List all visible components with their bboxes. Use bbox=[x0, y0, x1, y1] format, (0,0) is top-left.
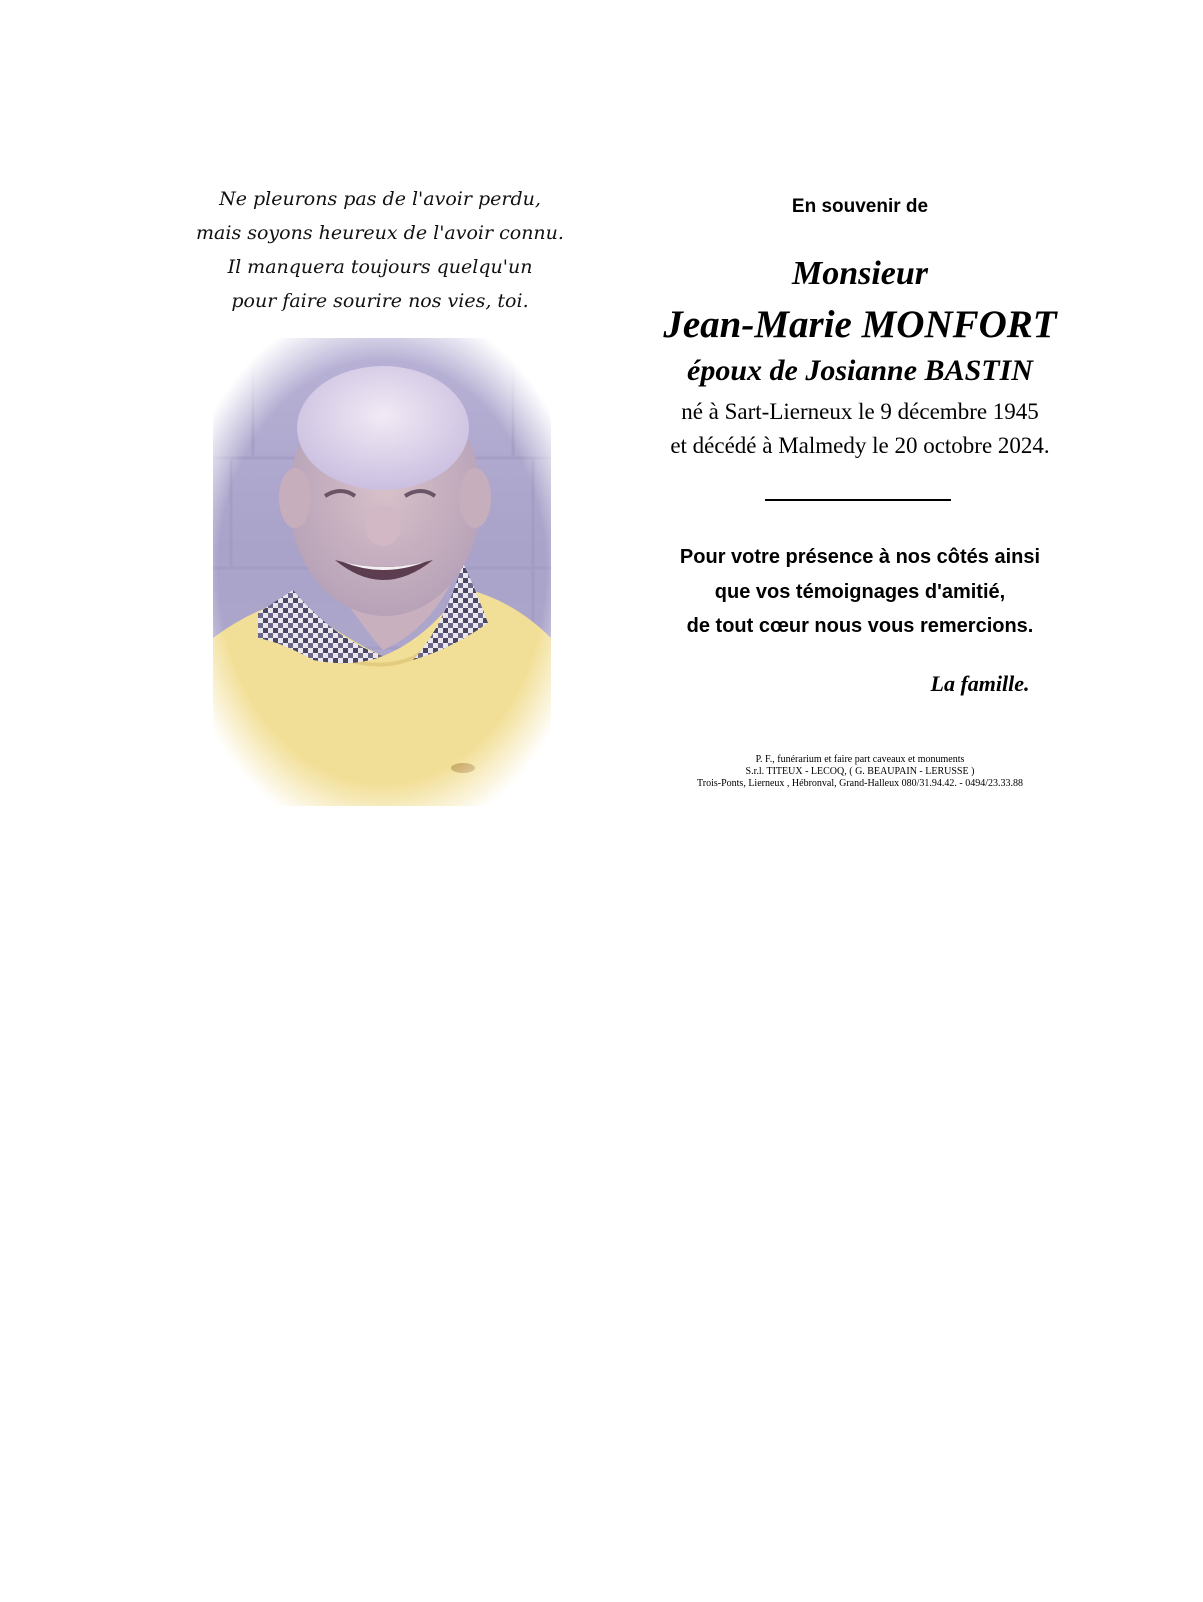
thanks-message bbox=[620, 540, 1100, 644]
spouse-line: époux de Josianne BASTIN bbox=[687, 354, 1033, 387]
deceased-name: Jean-Marie MONFORT bbox=[663, 303, 1057, 346]
thanks-line: que vos témoignages d'amitié, bbox=[714, 580, 1006, 603]
funeral-home-info bbox=[640, 754, 1080, 790]
birth-line: né à Sart-Lierneux le 9 décembre 1945 bbox=[681, 399, 1039, 424]
funeral-home-line: Trois-Ponts, Lierneux , Hébronval, Grand-Halleux 080/31.94.42. - 0494/23.33.88 bbox=[697, 778, 1023, 789]
poem bbox=[190, 182, 570, 318]
poem-line: Il manquera toujours quelqu'un bbox=[227, 256, 533, 278]
funeral-home-line: P. F., funérarium et faire part caveaux et monuments bbox=[755, 754, 965, 765]
death-line: et décédé à Malmedy le 20 octobre 2024. bbox=[670, 433, 1050, 458]
honorific: Monsieur bbox=[791, 255, 929, 292]
poem-line: mais soyons heureux de l'avoir connu. bbox=[196, 222, 564, 244]
poem-line: pour faire sourire nos vies, toi. bbox=[231, 290, 529, 312]
thanks-line: de tout cœur nous vous remercions. bbox=[686, 615, 1034, 637]
poem-line: Ne pleurons pas de l'avoir perdu, bbox=[219, 188, 541, 210]
intro-text: En souvenir de bbox=[791, 196, 929, 217]
family-signature: La famille. bbox=[930, 671, 1030, 696]
funeral-home-line: S.r.l. TITEUX - LECOQ, ( G. BEAUPAIN - LERUSSE ) bbox=[745, 766, 975, 777]
thanks-line: Pour votre présence à nos côtés ainsi bbox=[679, 546, 1041, 568]
portrait-photo bbox=[213, 338, 551, 806]
separator-line bbox=[765, 499, 951, 501]
